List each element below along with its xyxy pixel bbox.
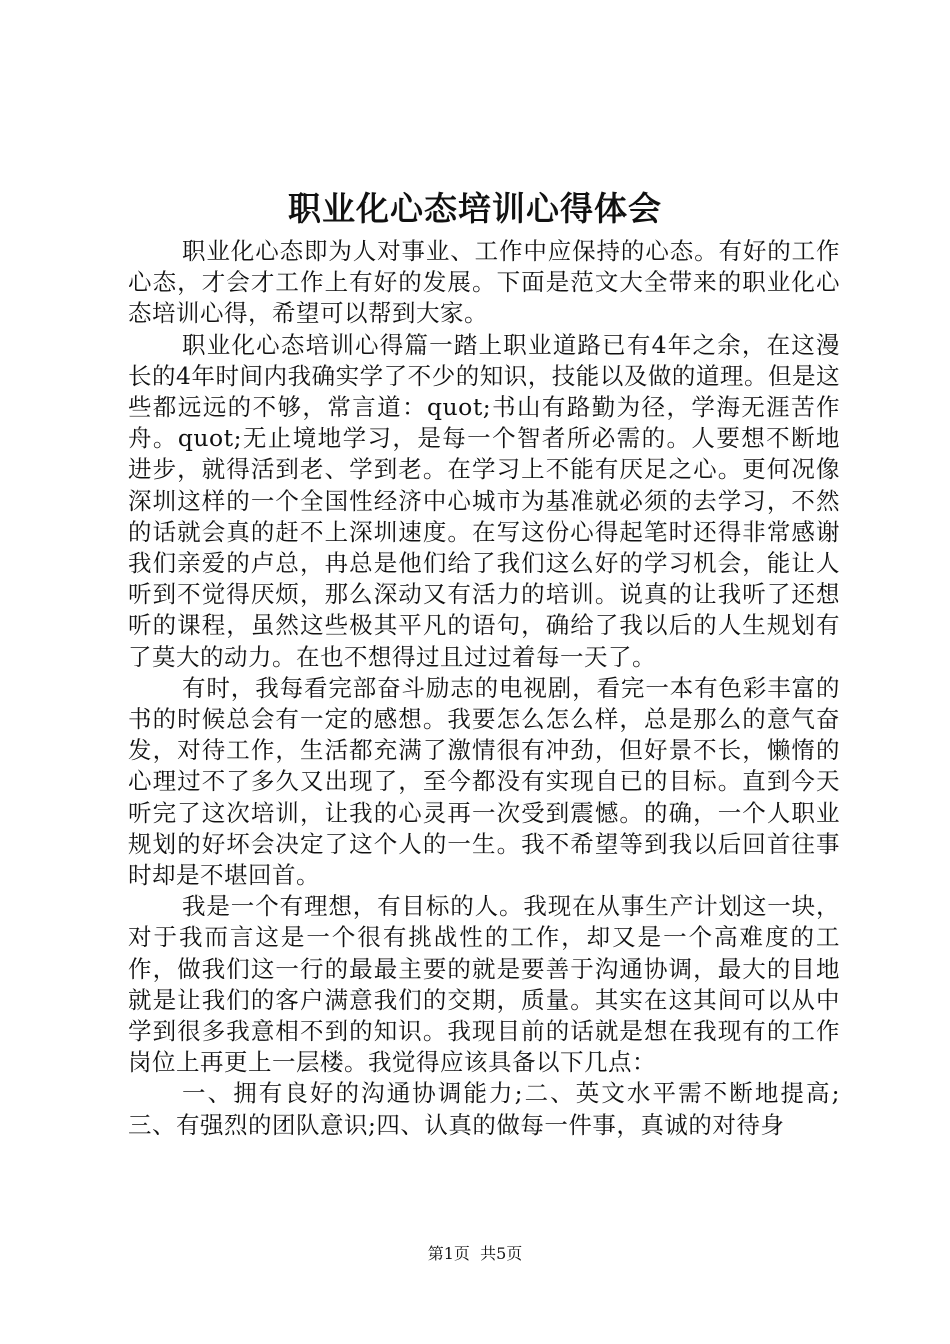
paragraph-one: 职业化心态培训心得篇一踏上职业道路已有4年之余，在这漫长的4年时间内我确实学了不少的知识，技能以及做的道理。但是这些都远远的不够，常言道：quot;书山有路勤为径，学海无涯苦作舟。quot;无止境地学习，是每一个智者所必需的。人要想不断地进步，就得活到老、学到老。在学习上不能有厌足之心。更何况像深圳这样的一个全国性经济中心城市为基准就必须的去学习，不然的话就会真的赶不上深圳速度。在写这份心得起笔时还得非常感谢我们亲爱的卢总，冉总是他们给了我们这么好的学习机会，能让人听到不觉得厌烦，那么深动又有活力的培训。说真的让我听了还想听的课程，虽然这些极其平凡的语句，确给了我以后的人生规划有了莫大的动力。在也不想得过且过过着每一天了。 xyxy=(128,330,840,671)
paragraph-intro: 职业化心态即为人对事业、工作中应保持的心态。有好的工作心态，才会才工作上有好的发展。下面是范文大全带来的职业化心态培训心得，希望可以帮到大家。 xyxy=(128,237,840,328)
paragraph-four: 一、拥有良好的沟通协调能力;二、英文水平需不断地提高;三、有强烈的团队意识;四、认真的做每一件事，真诚的对待身 xyxy=(128,1079,840,1139)
page-footer xyxy=(0,1242,950,1266)
page-number: 第1页 xyxy=(427,1244,470,1263)
paragraph-three: 我是一个有理想，有目标的人。我现在从事生产计划这一块，对于我而言这是一个很有挑战性的工作，却又是一个高难度的工作，做我们这一行的最最主要的就是要善于沟通协调，最大的目地就是让我们的客户满意我们的交期，质量。其实在这其间可以从中学到很多我意相不到的知识。我现目前的话就是想在我现有的工作岗位上再更上一层楼。我觉得应该具备以下几点： xyxy=(128,892,840,1077)
document-title: 职业化心态培训心得体会 xyxy=(288,189,662,228)
paragraph-two: 有时，我每看完部奋斗励志的电视剧，看完一本有色彩丰富的书的时候总会有一定的感想。我要怎么怎么样，总是那么的意气奋发，对待工作，生活都充满了激情很有冲劲，但好景不长，懒惰的心理过不了多久又出现了，至今都没有实现自已的目标。直到今天听完了这次培训，让我的心灵再一次受到震憾。的确，一个人职业规划的好坏会决定了这个人的一生。我不希望等到我以后回首往事时却是不堪回首。 xyxy=(128,673,840,890)
page-total: 共5页 xyxy=(480,1244,523,1263)
document-body xyxy=(128,236,840,1141)
